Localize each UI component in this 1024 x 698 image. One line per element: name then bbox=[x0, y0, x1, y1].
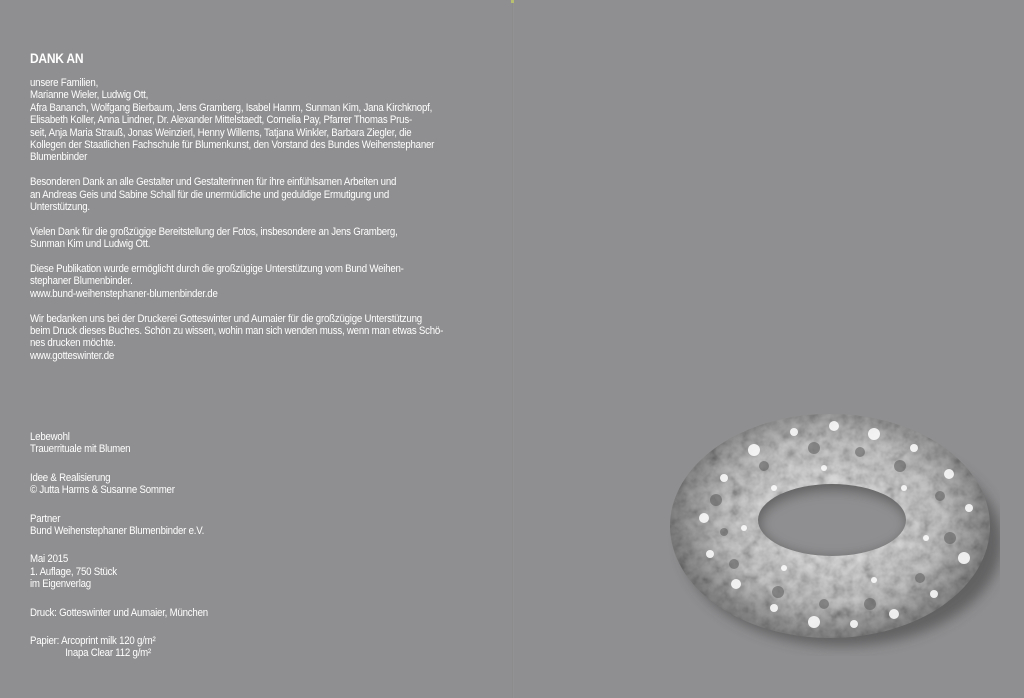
text-line: Wir bedanken uns bei der Druckerei Gotteswinter und Aumaier für die großzügige Unterstützung bbox=[30, 312, 422, 325]
colophon-paper bbox=[30, 635, 294, 660]
text-line: © Jutta Harms & Susanne Sommer bbox=[30, 484, 175, 497]
text-line: Bund Weihenstephaner Blumenbinder e.V. bbox=[30, 525, 205, 538]
text-line: an Andreas Geis und Sabine Schall für die unermüdliche und geduldige Ermutigung und bbox=[30, 188, 389, 201]
left-page bbox=[30, 50, 466, 375]
text-line: beim Druck dieses Buches. Schön zu wissen, wohin man sich wenden muss, wenn man etwas Schö- bbox=[30, 325, 444, 338]
gutter-mark bbox=[511, 0, 514, 3]
families-paragraph bbox=[30, 77, 466, 164]
colophon-print bbox=[30, 607, 294, 619]
text-line: Idee & Realisierung bbox=[30, 471, 111, 484]
text-line: Diese Publikation wurde ermöglicht durch die großzügige Unterstützung vom Bund Weihen- bbox=[30, 263, 404, 276]
text-line: nes drucken möchte. bbox=[30, 337, 116, 350]
wreath-ring bbox=[664, 408, 1000, 656]
text-line: Besonderen Dank an alle Gestalter und Gestalterinnen für ihre einfühlsamen Arbeiten und bbox=[30, 176, 397, 189]
publication-paragraph bbox=[30, 263, 466, 300]
colophon-idea bbox=[30, 472, 294, 497]
text-line: Mai 2015 bbox=[30, 553, 69, 566]
text-line: seit, Anja Maria Strauß, Jonas Weinzierl, Henny Willems, Tatjana Winkler, Barbara Ziegler, die bbox=[30, 126, 412, 139]
text-line: Inapa Clear 112 g/m² bbox=[65, 647, 152, 660]
text-line: im Eigenverlag bbox=[30, 578, 91, 591]
colophon-title bbox=[30, 431, 294, 456]
website-link: www.bund-weihenstephaner-blumenbinder.de bbox=[30, 287, 218, 300]
photos-paragraph bbox=[30, 226, 466, 251]
page-gutter bbox=[512, 0, 514, 698]
colophon bbox=[30, 431, 294, 676]
text-line: Papier: Arcoprint milk 120 g/m² bbox=[30, 635, 156, 648]
text-line: unsere Familien, bbox=[30, 77, 99, 89]
page-heading: DANK AN bbox=[30, 50, 84, 66]
text-line: Sunman Kim und Ludwig Ott. bbox=[30, 238, 151, 251]
text-line: Vielen Dank für die großzügige Bereitstellung der Fotos, insbesondere an Jens Gramberg, bbox=[30, 225, 398, 238]
text-line: Lebewohl bbox=[30, 431, 70, 443]
text-line: Marianne Wieler, Ludwig Ott, bbox=[30, 89, 149, 102]
text-line: Trauerrituale mit Blumen bbox=[30, 443, 131, 456]
text-line: Partner bbox=[30, 512, 61, 525]
text-line: Afra Bananch, Wolfgang Bierbaum, Jens Gramberg, Isabel Hamm, Sunman Kim, Jana Kirchknopf, bbox=[30, 101, 433, 114]
colophon-partner bbox=[30, 513, 294, 538]
wreath-photo bbox=[664, 408, 1000, 656]
text-line: 1. Auflage, 750 Stück bbox=[30, 565, 117, 578]
text-line: Unterstützung. bbox=[30, 201, 90, 214]
text-line: Kollegen der Staatlichen Fachschule für Blumenkunst, den Vorstand des Bundes Weihenstephaner bbox=[30, 139, 435, 152]
printing-paragraph bbox=[30, 313, 466, 363]
text-line: Druck: Gotteswinter und Aumaier, München bbox=[30, 606, 208, 619]
text-line: stephaner Blumenbinder. bbox=[30, 275, 133, 288]
colophon-edition bbox=[30, 553, 294, 590]
text-line: Elisabeth Koller, Anna Lindner, Dr. Alexander Mittelstaedt, Cornelia Pay, Pfarrer Thomas Prus- bbox=[30, 114, 412, 127]
designers-paragraph bbox=[30, 176, 466, 213]
website-link: www.gotteswinter.de bbox=[30, 349, 115, 362]
acknowledgements-text bbox=[30, 77, 466, 362]
wreath-illustration bbox=[664, 408, 1000, 656]
text-line: Blumenbinder bbox=[30, 151, 88, 164]
